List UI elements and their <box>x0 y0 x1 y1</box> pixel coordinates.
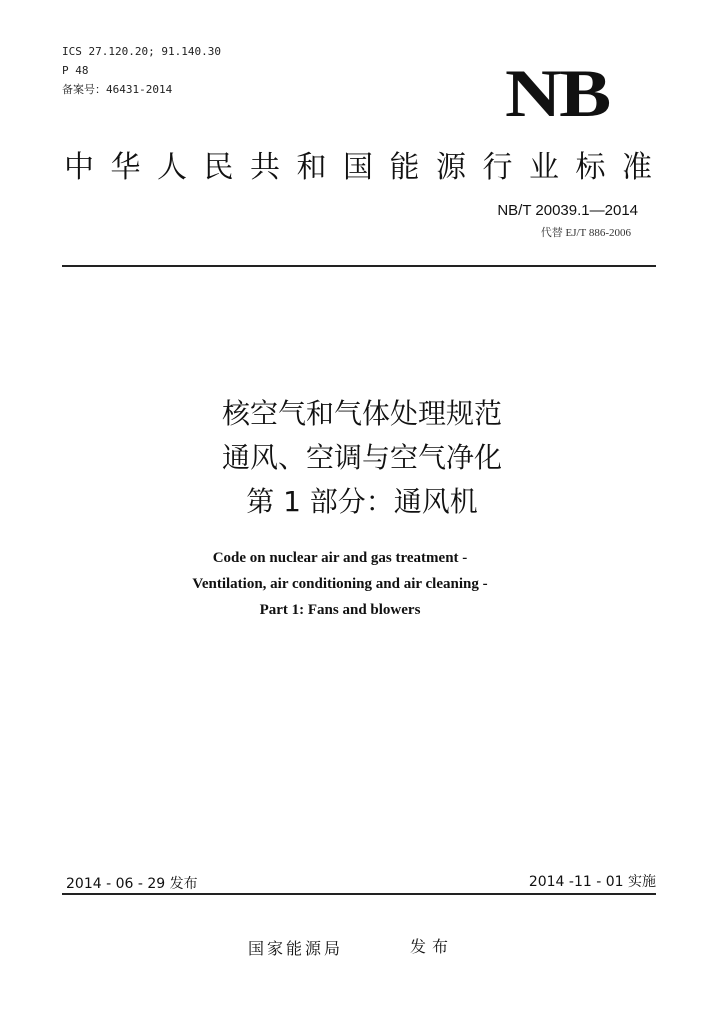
bottom-divider <box>62 893 656 895</box>
issue-date: 2014 - 06 - 29 发布 <box>66 876 198 892</box>
chinese-title <box>0 392 724 524</box>
class-code: P 48 <box>62 64 89 77</box>
chinese-title-line-3: 第 1 部分：通风机 <box>246 485 478 518</box>
ics-code: ICS 27.120.20; 91.140.30 <box>62 45 221 58</box>
english-title <box>0 545 680 623</box>
replaces-standard: 代替 EJ/T 886-2006 <box>540 227 631 239</box>
standard-category-banner: 中华人民共和国能源行业标准 <box>64 150 669 185</box>
english-title-line-1: Code on nuclear air and gas treatment - <box>212 550 468 566</box>
implementation-date: 2014 -11 - 01 实施 <box>528 874 656 890</box>
chinese-title-line-2: 通风、空调与空气净化 <box>221 441 502 474</box>
top-divider <box>62 265 656 267</box>
english-title-line-3: Part 1: Fans and blowers <box>259 602 421 618</box>
publish-label: 发布 <box>410 937 455 956</box>
nb-logo: NB <box>505 55 610 131</box>
publisher-name: 国家能源局 <box>248 939 344 958</box>
chinese-title-line-1: 核空气和气体处理规范 <box>221 397 502 430</box>
filing-number: 备案号：46431-2014 <box>62 83 173 96</box>
english-title-line-2: Ventilation, air conditioning and air cleaning - <box>192 576 488 592</box>
classification-block <box>62 42 221 99</box>
standard-number: NB/T 20039.1—2014 <box>497 202 638 219</box>
